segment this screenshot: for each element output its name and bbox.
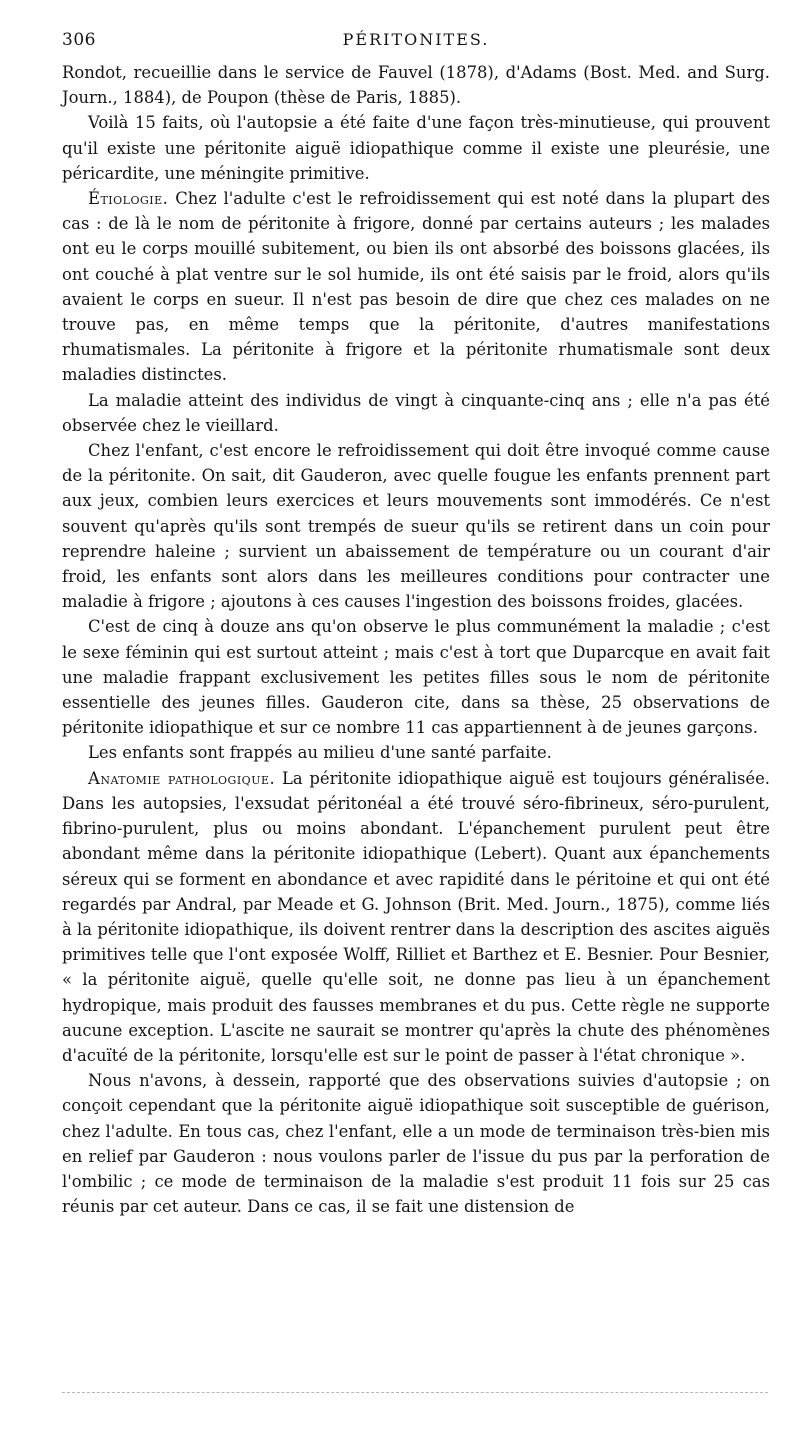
paragraph-anatomie: [62, 766, 770, 1068]
paragraph-5: Chez l'enfant, c'est encore le refroidissement qui doit être invoqué comme cause de la péritonite. On sait, dit Gauderon, avec quelle fougue les enfants prennent part aux jeux, combien leurs exercices et leurs mouvements sont immodérés. Ce n'est souvent qu'après qu'ils sont trempés de sueur qu'ils se retirent dans un coin pour reprendre haleine ; survient un abaissement de température ou un courant d'air froid, les enfants sont alors dans les meilleures conditions pour contracter une maladie à frigore ; ajoutons à ces causes l'ingestion des boissons froides, glacées.: [62, 441, 770, 612]
section-label-etiologie: Étiologie.: [88, 189, 169, 209]
paragraph-4: La maladie atteint des individus de vingt à cinquante-cinq ans ; elle n'a pas été observée chez le vieillard.: [62, 390, 770, 435]
footer-rule: [62, 1392, 768, 1393]
page-header: [62, 30, 770, 60]
paragraph-9: Nous n'avons, à dessein, rapporté que des observations suivies d'autopsie ; on conçoit cependant que la péritonite aiguë idiopathique soit susceptible de guérison, chez l'adulte. En tous cas, chez l'enfant, elle a un mode de terminaison très-bien mis en relief par Gauderon : nous voulons parler de l'issue du pus par la perforation de l'ombilic ; ce mode de terminaison de la maladie s'est produit 11 fois sur 25 cas réunis par cet auteur. Dans ce cas, il se fait une distension de: [62, 1071, 770, 1217]
running-title: PÉRITONITES.: [342, 30, 490, 49]
paragraph-etiologie: [62, 186, 770, 388]
paragraph-8-text: La péritonite idiopathique aiguë est toujours généralisée. Dans les autopsies, l'exsudat péritonéal a été trouvé séro-fibrineux, séro-purulent, fibrino-purulent, plus ou moins abondant. L'épanchement purulent peut être abondant même dans la péritonite idiopathique (Lebert). Quant aux épanchements séreux qui se forment en abondance et avec rapidité dans le péritoine et qui ont été regardés par Andral, par Meade et G. Johnson (Brit. Med. Journ., 1875), comme liés à la péritonite idiopathique, ils doivent rentrer dans la description des ascites aiguës primitives telle que l'ont exposée Wolff, Rilliet et Barthez et E. Besnier. Pour Besnier, « la péritonite aiguë, quelle qu'elle soit, ne donne pas lieu à un épanchement hydropique, mais produit des fausses membranes et du pus. Cette règle ne supporte aucune exception. L'ascite ne saurait se montrer qu'après la chute des phénomènes d'acuïté de la péritonite, lorsqu'elle est sur le point de passer à l'état chronique ».: [62, 768, 770, 1065]
page-number: 306: [62, 30, 96, 50]
paragraph-3-text: Chez l'adulte c'est le refroidissement qui est noté dans la plupart des cas : de là le nom de péritonite à frigore, donné par certains auteurs ; les malades ont eu le corps mouillé subitement, ou bien ils ont absorbé des boissons glacées, ils ont couché à plat ventre sur le sol humide, ils ont été saisis par le froid, alors qu'ils avaient le corps en sueur. Il n'est pas besoin de dire que chez ces malades on ne trouve pas, en même temps que la péritonite, d'autres manifestations rhumatismales. La péritonite à frigore et la péritonite rhumatismale sont deux maladies distinctes.: [62, 189, 770, 385]
paragraph-7: Les enfants sont frappés au milieu d'une santé parfaite.: [88, 743, 552, 763]
body-text: [62, 60, 770, 1219]
paragraph-2: Voilà 15 faits, où l'autopsie a été faite d'une façon très-minutieuse, qui prouvent qu'il existe une péritonite aiguë idiopathique comme il existe une pleurésie, une péricardite, une méningite primitive.: [62, 113, 770, 183]
book-page: [62, 30, 770, 1219]
paragraph-6: C'est de cinq à douze ans qu'on observe le plus communément la maladie ; c'est le sexe féminin qui est surtout atteint ; mais c'est à tort que Duparcque en avait fait une maladie frappant exclusivement les petites filles sous le nom de péritonite essentielle des jeunes filles. Gauderon cite, dans sa thèse, 25 observations de péritonite idiopathique et sur ce nombre 11 cas appartiennent à de jeunes garçons.: [62, 617, 770, 738]
paragraph-1: Rondot, recueillie dans le service de Fauvel (1878), d'Adams (Bost. Med. and Surg. Journ., 1884), de Poupon (thèse de Paris, 1885).: [62, 63, 770, 108]
section-label-anatomie: Anatomie pathologique.: [88, 768, 276, 788]
